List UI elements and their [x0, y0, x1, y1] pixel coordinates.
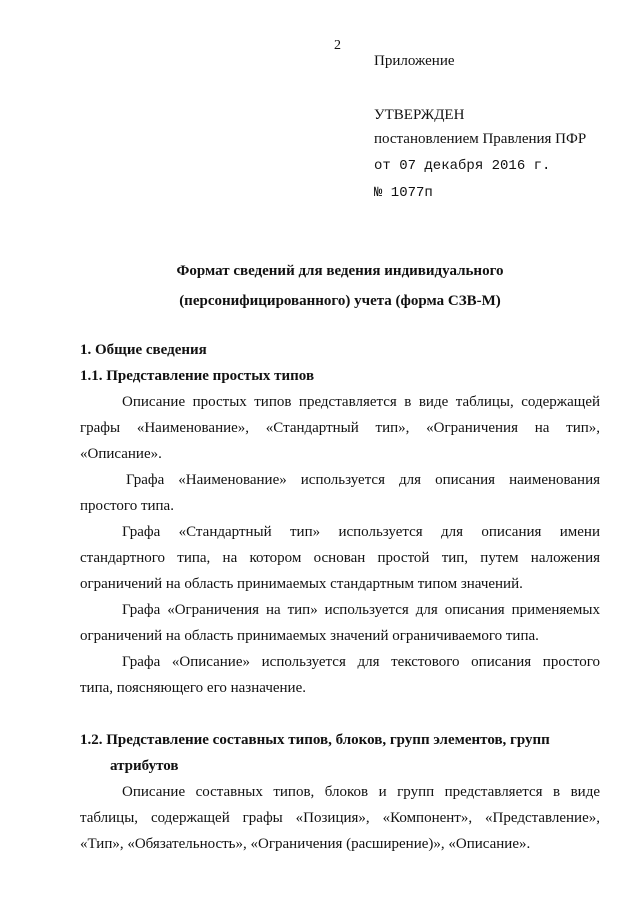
paragraph-line: Описание составных типов, блоков и групп представляется в виде — [122, 784, 600, 800]
decree-text: постановлением Правления ПФР — [374, 131, 587, 147]
document-title — [80, 256, 600, 316]
paragraph-line: ограничений на область принимаемых значений ограничиваемого типа. — [80, 628, 539, 644]
paragraph-line: Графа «Стандартный тип» используется для описания имени — [122, 524, 600, 540]
section-1-heading: 1. Общие сведения — [80, 342, 207, 358]
decree-date: от 07 декабря 2016 г. — [374, 158, 551, 174]
section-1-1-heading: 1.1. Представление простых типов — [80, 368, 315, 384]
title-line-2: (персонифицированного) учета (форма СЗВ-М) — [179, 293, 501, 309]
paragraph-line: стандартного типа, на котором основан простой тип, путем наложения — [80, 550, 600, 566]
paragraph-line: простого типа. — [80, 498, 174, 514]
page-number: 2 — [334, 38, 341, 53]
paragraph-line: Графа «Ограничения на тип» используется для описания применяемых — [122, 602, 600, 618]
paragraph-line: графы «Наименование», «Стандартный тип», «Ограничения на тип», — [80, 420, 600, 436]
approved-label: УТВЕРЖДЕН — [374, 107, 465, 123]
paragraph-line: типа, поясняющего его назначение. — [80, 680, 306, 696]
paragraph-line: Графа «Описание» используется для текстового описания простого — [122, 654, 600, 670]
appendix-label: Приложение — [374, 53, 455, 69]
title-line-1: Формат сведений для ведения индивидуального — [176, 263, 504, 279]
decree-number: № 1077п — [374, 185, 433, 201]
paragraph-line: таблицы, содержащей графы «Позиция», «Компонент», «Представление», — [80, 810, 600, 826]
paragraph-line: «Тип», «Обязательность», «Ограничения (расширение)», «Описание». — [80, 836, 531, 852]
paragraph-line: «Описание». — [80, 446, 162, 462]
section-1-2-heading-cont: атрибутов — [110, 758, 179, 774]
paragraph-line: Описание простых типов представляется в виде таблицы, содержащей — [122, 394, 600, 410]
section-1-2-heading: 1.2. Представление составных типов, блоков, групп элементов, групп — [80, 732, 550, 748]
paragraph-line: Графа «Наименование» используется для описания наименования — [126, 472, 600, 488]
paragraph-line: ограничений на область принимаемых стандартным типом значений. — [80, 576, 523, 592]
